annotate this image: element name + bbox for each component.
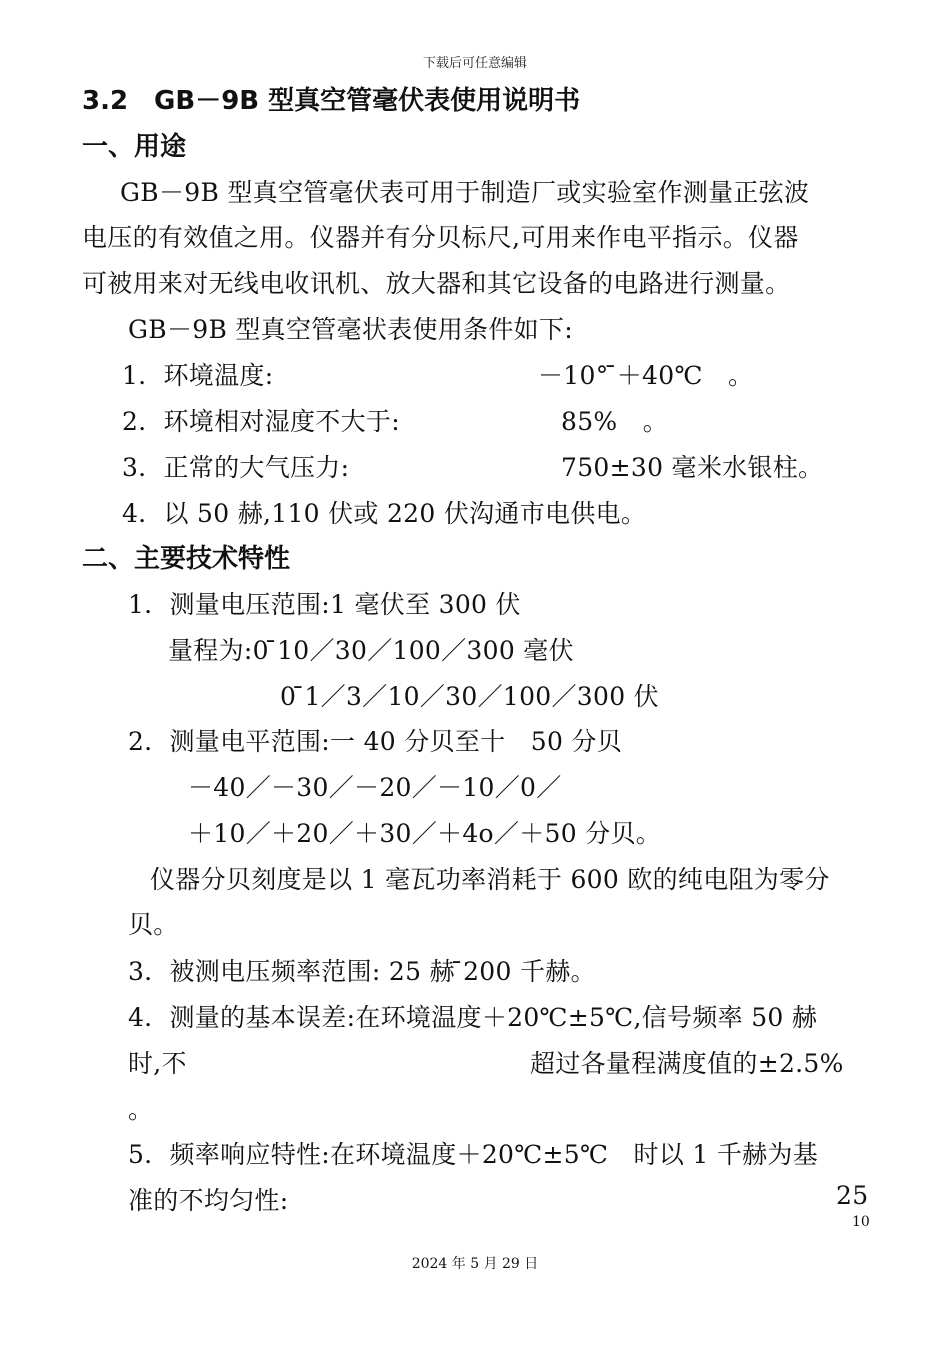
spec-line: 4．测量的基本误差:在环境温度＋20℃±5℃,信号频率 50 赫 — [128, 1003, 818, 1032]
page-number: 10 — [852, 1214, 870, 1230]
spec-line: 1．测量电压范围:1 毫伏至 300 伏 — [128, 590, 521, 619]
condition-label: 3．正常的大气压力: — [122, 453, 350, 482]
spec-line: 0 ̄1／3／10／30／100／300 伏 — [280, 682, 659, 711]
spec-line: －40／－30／－20／－10／0／ — [188, 773, 562, 802]
spec-line: 5．频率响应特性:在环境温度＋20℃±5℃ 时以 1 千赫为基 — [128, 1140, 819, 1169]
spec-line: 准的不均匀性: — [128, 1186, 289, 1215]
page-header: 下载后可任意编辑 — [422, 56, 527, 71]
section-heading-purpose: 一、用途 — [82, 132, 187, 162]
condition-value: 750±30 毫米水银柱。 — [561, 453, 824, 482]
paragraph-line: GB－9B 型真空管毫伏表可用于制造厂或实验室作测量正弦波 — [120, 178, 810, 207]
paragraph-line: 电压的有效值之用。仪器并有分贝标尺,可用来作电平指示。仪器 — [82, 223, 799, 252]
paragraph-line: 仪器分贝刻度是以 1 毫瓦功率消耗于 600 欧的纯电阻为零分 — [150, 865, 830, 894]
spec-line: 量程为:0 ̄10／30／100／300 毫伏 — [168, 636, 574, 665]
condition-label: 1．环境温度: — [122, 361, 274, 390]
paragraph-line: 可被用来对无线电收讯机、放大器和其它设备的电路进行测量。 — [82, 269, 791, 298]
paragraph-line: 贝。 — [128, 910, 179, 939]
spec-line: 3．被测电压频率范围: 25 赫 ̄200 千赫。 — [128, 957, 596, 986]
paragraph-line: GB－9B 型真空管毫状表使用条件如下: — [128, 315, 573, 344]
footer-date: 2024 年 5 月 29 日 — [411, 1256, 539, 1272]
condition-value: －10° ̄＋40℃ 。 — [538, 361, 754, 390]
spec-line: 2．测量电平范围:一 40 分贝至十 50 分贝 — [128, 727, 622, 756]
spec-line: 时,不 — [128, 1049, 187, 1078]
condition-value: 85% 。 — [561, 407, 669, 436]
spec-line: 超过各量程满度值的±2.5% — [530, 1049, 844, 1078]
spec-line: ＋10／＋20／＋30／＋4o／＋50 分贝。 — [188, 819, 662, 848]
spec-line: 。 — [128, 1095, 154, 1124]
spec-line: 25 — [836, 1181, 869, 1210]
document-title: 3.2 GB－9B 型真空管毫伏表使用说明书 — [82, 86, 581, 116]
condition-label: 2．环境相对湿度不大于: — [122, 407, 400, 436]
condition-line: 4．以 50 赫,110 伏或 220 伏沟通市电供电。 — [122, 499, 647, 528]
section-heading-specs: 二、主要技术特性 — [82, 544, 291, 574]
